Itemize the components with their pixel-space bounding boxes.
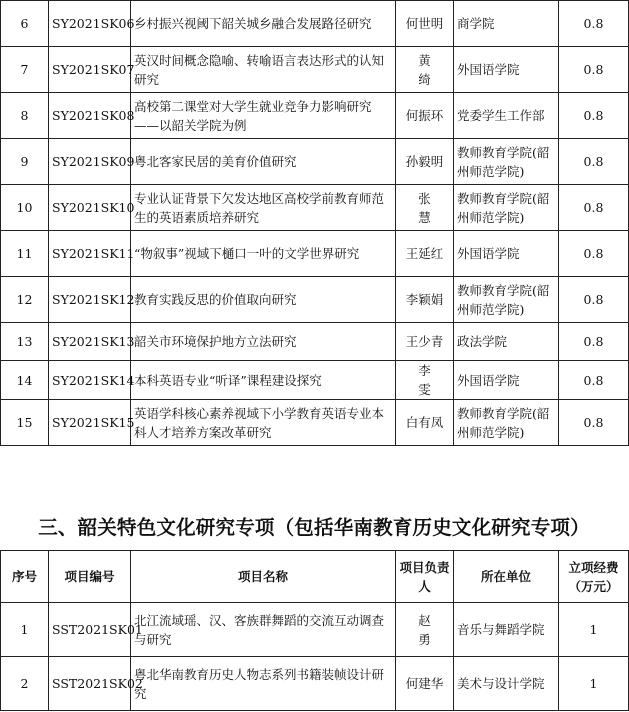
cell-funding: 0.8	[559, 231, 629, 277]
table-row	[1, 185, 629, 231]
cell-code: SY2021SK11	[49, 231, 131, 277]
cell-code: SY2021SK15	[49, 400, 131, 446]
cell-unit: 教师教育学院(韶州师范学院)	[454, 185, 559, 231]
table-row	[1, 361, 629, 400]
table-row	[1, 93, 629, 139]
cell-unit: 政法学院	[454, 323, 559, 361]
cell-leader: 李颖娟	[396, 277, 454, 323]
cell-funding: 1	[559, 603, 629, 657]
cell-title: 粤北客家民居的美育价值研究	[131, 139, 396, 185]
cell-title: 乡村振兴视阈下韶关城乡融合发展路径研究	[131, 1, 396, 47]
cell-leader: 何振环	[396, 93, 454, 139]
cell-funding: 0.8	[559, 139, 629, 185]
cell-title: 高校第二课堂对大学生就业竞争力影响研究——以韶关学院为例	[131, 93, 396, 139]
cell-unit: 美术与设计学院	[454, 657, 559, 711]
table-row	[1, 400, 629, 446]
cell-no: 9	[1, 139, 49, 185]
table-row	[1, 657, 629, 711]
cell-unit: 商学院	[454, 1, 559, 47]
cell-leader: 王少青	[396, 323, 454, 361]
cell-code: SY2021SK14	[49, 361, 131, 400]
cell-unit: 音乐与舞蹈学院	[454, 603, 559, 657]
section-heading: 三、韶关特色文化研究专项（包括华南教育历史文化研究专项）	[38, 516, 590, 539]
cell-no: 13	[1, 323, 49, 361]
cell-code: SY2021SK12	[49, 277, 131, 323]
cell-funding: 0.8	[559, 93, 629, 139]
header-unit: 所在单位	[454, 551, 559, 603]
header-funding: 立项经费（万元）	[559, 551, 629, 603]
cell-no: 1	[1, 603, 49, 657]
culture-table-body	[1, 603, 629, 711]
cell-unit: 外国语学院	[454, 361, 559, 400]
table-row	[1, 277, 629, 323]
cell-no: 10	[1, 185, 49, 231]
cell-funding: 0.8	[559, 400, 629, 446]
cell-code: SY2021SK08	[49, 93, 131, 139]
cell-no: 7	[1, 47, 49, 93]
cell-title: 教育实践反思的价值取向研究	[131, 277, 396, 323]
cell-title: 英语学科核心素养视域下小学教育英语专业本科人才培养方案改革研究	[131, 400, 396, 446]
cell-funding: 0.8	[559, 185, 629, 231]
cell-funding: 0.8	[559, 361, 629, 400]
culture-project-table	[0, 550, 629, 711]
cell-leader: 何世明	[396, 1, 454, 47]
cell-unit: 外国语学院	[454, 47, 559, 93]
cell-leader: 李 雯	[396, 361, 454, 400]
cell-no: 14	[1, 361, 49, 400]
cell-leader: 黄 绮	[396, 47, 454, 93]
cell-unit: 教师教育学院(韶州师范学院)	[454, 400, 559, 446]
table-row	[1, 231, 629, 277]
cell-leader: 张 慧	[396, 185, 454, 231]
cell-no: 2	[1, 657, 49, 711]
cell-code: SY2021SK10	[49, 185, 131, 231]
cell-code: SST2021SK01	[49, 603, 131, 657]
cell-funding: 0.8	[559, 277, 629, 323]
header-no: 序号	[1, 551, 49, 603]
table-row	[1, 1, 629, 47]
table-row	[1, 323, 629, 361]
cell-unit: 教师教育学院(韶州师范学院)	[454, 139, 559, 185]
project-table-body	[1, 1, 629, 446]
cell-code: SST2021SK02	[49, 657, 131, 711]
cell-no: 12	[1, 277, 49, 323]
cell-leader: 孙毅明	[396, 139, 454, 185]
cell-funding: 0.8	[559, 47, 629, 93]
cell-no: 15	[1, 400, 49, 446]
cell-funding: 0.8	[559, 1, 629, 47]
table-row	[1, 603, 629, 657]
cell-title: “物叙事”视域下樋口一叶的文学世界研究	[131, 231, 396, 277]
cell-funding: 1	[559, 657, 629, 711]
cell-leader: 王延红	[396, 231, 454, 277]
header-code: 项目编号	[49, 551, 131, 603]
cell-title: 专业认证背景下欠发达地区高校学前教育师范生的英语素质培养研究	[131, 185, 396, 231]
cell-funding: 0.8	[559, 323, 629, 361]
cell-unit: 教师教育学院(韶州师范学院)	[454, 277, 559, 323]
cell-title: 英汉时间概念隐喻、转喻语言表达形式的认知研究	[131, 47, 396, 93]
header-leader: 项目负责人	[396, 551, 454, 603]
cell-unit: 党委学生工作部	[454, 93, 559, 139]
cell-no: 6	[1, 1, 49, 47]
cell-unit: 外国语学院	[454, 231, 559, 277]
cell-code: SY2021SK13	[49, 323, 131, 361]
table-header-row	[1, 551, 629, 603]
cell-code: SY2021SK09	[49, 139, 131, 185]
table-row	[1, 47, 629, 93]
cell-title: 韶关市环境保护地方立法研究	[131, 323, 396, 361]
header-title: 项目名称	[131, 551, 396, 603]
cell-title: 粤北华南教育历史人物志系列书籍装帧设计研究	[131, 657, 396, 711]
cell-no: 11	[1, 231, 49, 277]
cell-code: SY2021SK06	[49, 1, 131, 47]
cell-leader: 何建华	[396, 657, 454, 711]
cell-title: 北江流域瑶、汉、客族群舞蹈的交流互动调查与研究	[131, 603, 396, 657]
cell-title: 本科英语专业“听译”课程建设探究	[131, 361, 396, 400]
cell-code: SY2021SK07	[49, 47, 131, 93]
cell-leader: 赵 勇	[396, 603, 454, 657]
table-row	[1, 139, 629, 185]
cell-no: 8	[1, 93, 49, 139]
cell-leader: 白有凤	[396, 400, 454, 446]
